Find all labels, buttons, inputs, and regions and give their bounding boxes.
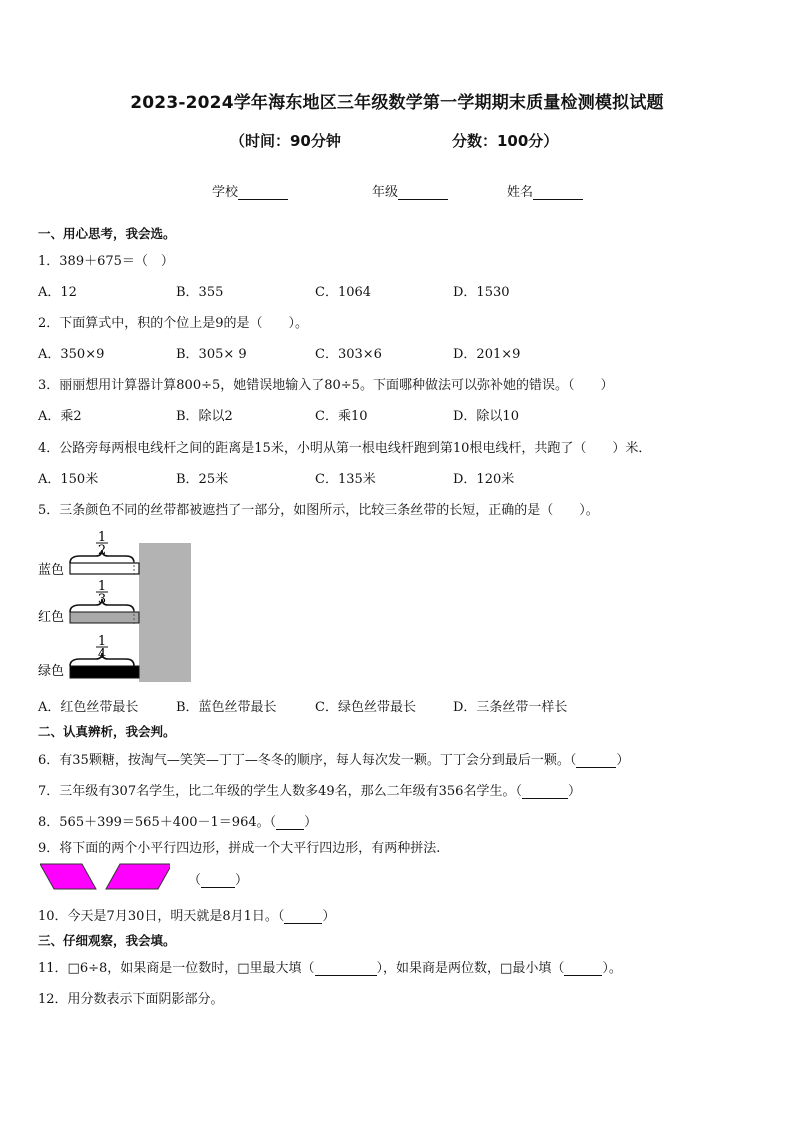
q9-close: ） xyxy=(235,873,249,888)
q8-text: 8．565＋399＝565＋400－1＝964。（ xyxy=(38,815,277,830)
q1-option-c[interactable]: C．1064 xyxy=(315,285,372,300)
q11-answer-blank-2[interactable] xyxy=(564,962,602,976)
green-ribbon xyxy=(70,666,139,678)
question-9: 9．将下面的两个小平行四边形，拼成一个大平行四边形，有两种拼法. xyxy=(38,841,441,856)
q10-text: 10．今天是7月30日，明天就是8月1日。（ xyxy=(38,909,285,924)
question-3: 3．丽丽想用计算器计算800÷5，她错误地输入了80÷5。下面哪种做法可以弥补她的错误。（ ） xyxy=(38,378,614,393)
q4-option-a[interactable]: A．150米 xyxy=(38,472,99,487)
q6-close: ） xyxy=(616,753,630,768)
q5-option-a[interactable]: A．红色丝带最长 xyxy=(38,700,139,715)
red-label: 红色 xyxy=(38,610,65,625)
q5-option-d[interactable]: D．三条丝带一样长 xyxy=(453,700,568,715)
name-blank[interactable] xyxy=(533,185,583,200)
parallelogram-right xyxy=(106,864,170,889)
q2-option-c[interactable]: C．303×6 xyxy=(315,347,382,362)
q3-option-d[interactable]: D．除以10 xyxy=(453,409,519,424)
blue-fraction-num: 1 xyxy=(97,530,107,545)
question-8 xyxy=(38,811,317,830)
q8-answer-blank[interactable] xyxy=(276,816,304,830)
school-field[interactable] xyxy=(212,181,288,200)
grade-field[interactable] xyxy=(372,181,448,200)
q3-option-b[interactable]: B．除以2 xyxy=(176,409,233,424)
q2-option-b[interactable]: B．305× 9 xyxy=(176,347,247,362)
q7-text: 7．三年级有307名学生，比二年级的学生人数多49名，那么二年级有356名学生。（ xyxy=(38,784,522,799)
exam-score: 分数：100分） xyxy=(452,132,559,150)
q10-answer-blank[interactable] xyxy=(284,910,322,924)
red-fraction-den: 3 xyxy=(97,592,107,607)
school-blank[interactable] xyxy=(238,185,288,200)
q8-close: ） xyxy=(304,815,318,830)
q3-option-c[interactable]: C．乘10 xyxy=(315,409,368,424)
school-label: 学校 xyxy=(212,185,239,200)
grade-label: 年级 xyxy=(372,185,399,200)
section-2-heading: 二、认真辨析，我会判。 xyxy=(38,724,176,739)
question-12: 12．用分数表示下面阴影部分。 xyxy=(38,992,224,1007)
name-label: 姓名 xyxy=(507,185,534,200)
blue-fraction-den: 2 xyxy=(97,543,107,558)
q10-close: ） xyxy=(322,909,336,924)
q6-answer-blank[interactable] xyxy=(576,754,616,768)
parallelogram-figure xyxy=(40,862,170,892)
section-1-heading: 一、用心思考，我会选。 xyxy=(38,226,176,241)
red-fraction-num: 1 xyxy=(97,579,107,594)
q4-option-b[interactable]: B．25米 xyxy=(176,472,229,487)
q9-answer xyxy=(188,869,248,888)
q4-option-c[interactable]: C．135米 xyxy=(315,472,376,487)
q1-option-d[interactable]: D．1530 xyxy=(453,285,510,300)
exam-time: （时间：90分钟 xyxy=(230,132,341,150)
q2-option-d[interactable]: D．201×9 xyxy=(453,347,521,362)
green-label: 绿色 xyxy=(38,664,65,679)
question-6 xyxy=(38,749,629,768)
question-11 xyxy=(38,957,622,976)
q11-text-a: 11．□6÷8，如果商是一位数时，□里最大填（ xyxy=(38,961,315,976)
q1-option-b[interactable]: B．355 xyxy=(176,285,224,300)
question-4: 4．公路旁每两根电线杆之间的距离是15米，小明从第一根电线杆跑到第10根电线杆，共跑了（ ）米． xyxy=(38,441,652,456)
q6-text: 6．有35颗糖，按淘气—笑笑—丁丁—冬冬的顺序，每人每次发一颗。丁丁会分到最后一颗。（ xyxy=(38,753,577,768)
q7-close: ） xyxy=(567,784,581,799)
question-7 xyxy=(38,780,581,799)
section-3-heading: 三、仔细观察，我会填。 xyxy=(38,933,176,948)
green-fraction-den: 4 xyxy=(97,647,107,662)
q5-option-b[interactable]: B．蓝色丝带最长 xyxy=(176,700,277,715)
q11-answer-blank-1[interactable] xyxy=(315,962,377,976)
question-5: 5．三条颜色不同的丝带都被遮挡了一部分，如图所示，比较三条丝带的长短，正确的是（ ）。 xyxy=(38,503,599,518)
blue-ribbon xyxy=(70,563,139,574)
q9-open: （ xyxy=(188,873,202,888)
question-2: 2．下面算式中，积的个位上是9的是（ ）。 xyxy=(38,316,309,331)
q4-option-d[interactable]: D．120米 xyxy=(453,472,515,487)
name-field[interactable] xyxy=(507,181,583,200)
green-fraction-num: 1 xyxy=(97,634,107,649)
ribbon-figure xyxy=(36,528,196,686)
grade-blank[interactable] xyxy=(398,185,448,200)
q11-text-b: ），如果商是两位数，□最小填（ xyxy=(376,961,565,976)
question-10 xyxy=(38,905,335,924)
blue-label: 蓝色 xyxy=(38,563,65,578)
screen-block xyxy=(139,543,191,682)
q11-text-c: ）。 xyxy=(602,961,622,976)
q2-option-a[interactable]: A．350×9 xyxy=(38,347,105,362)
q7-answer-blank[interactable] xyxy=(522,785,568,799)
red-ribbon xyxy=(70,612,139,623)
q9-answer-blank[interactable] xyxy=(201,874,235,888)
q1-option-a[interactable]: A．12 xyxy=(38,285,77,300)
page-title: 2023-2024学年海东地区三年级数学第一学期期末质量检测模拟试题 xyxy=(130,93,664,113)
q3-option-a[interactable]: A．乘2 xyxy=(38,409,82,424)
question-1: 1．389＋675＝（ ） xyxy=(38,254,174,269)
q5-option-c[interactable]: C．绿色丝带最长 xyxy=(315,700,416,715)
parallelogram-left xyxy=(40,864,96,889)
